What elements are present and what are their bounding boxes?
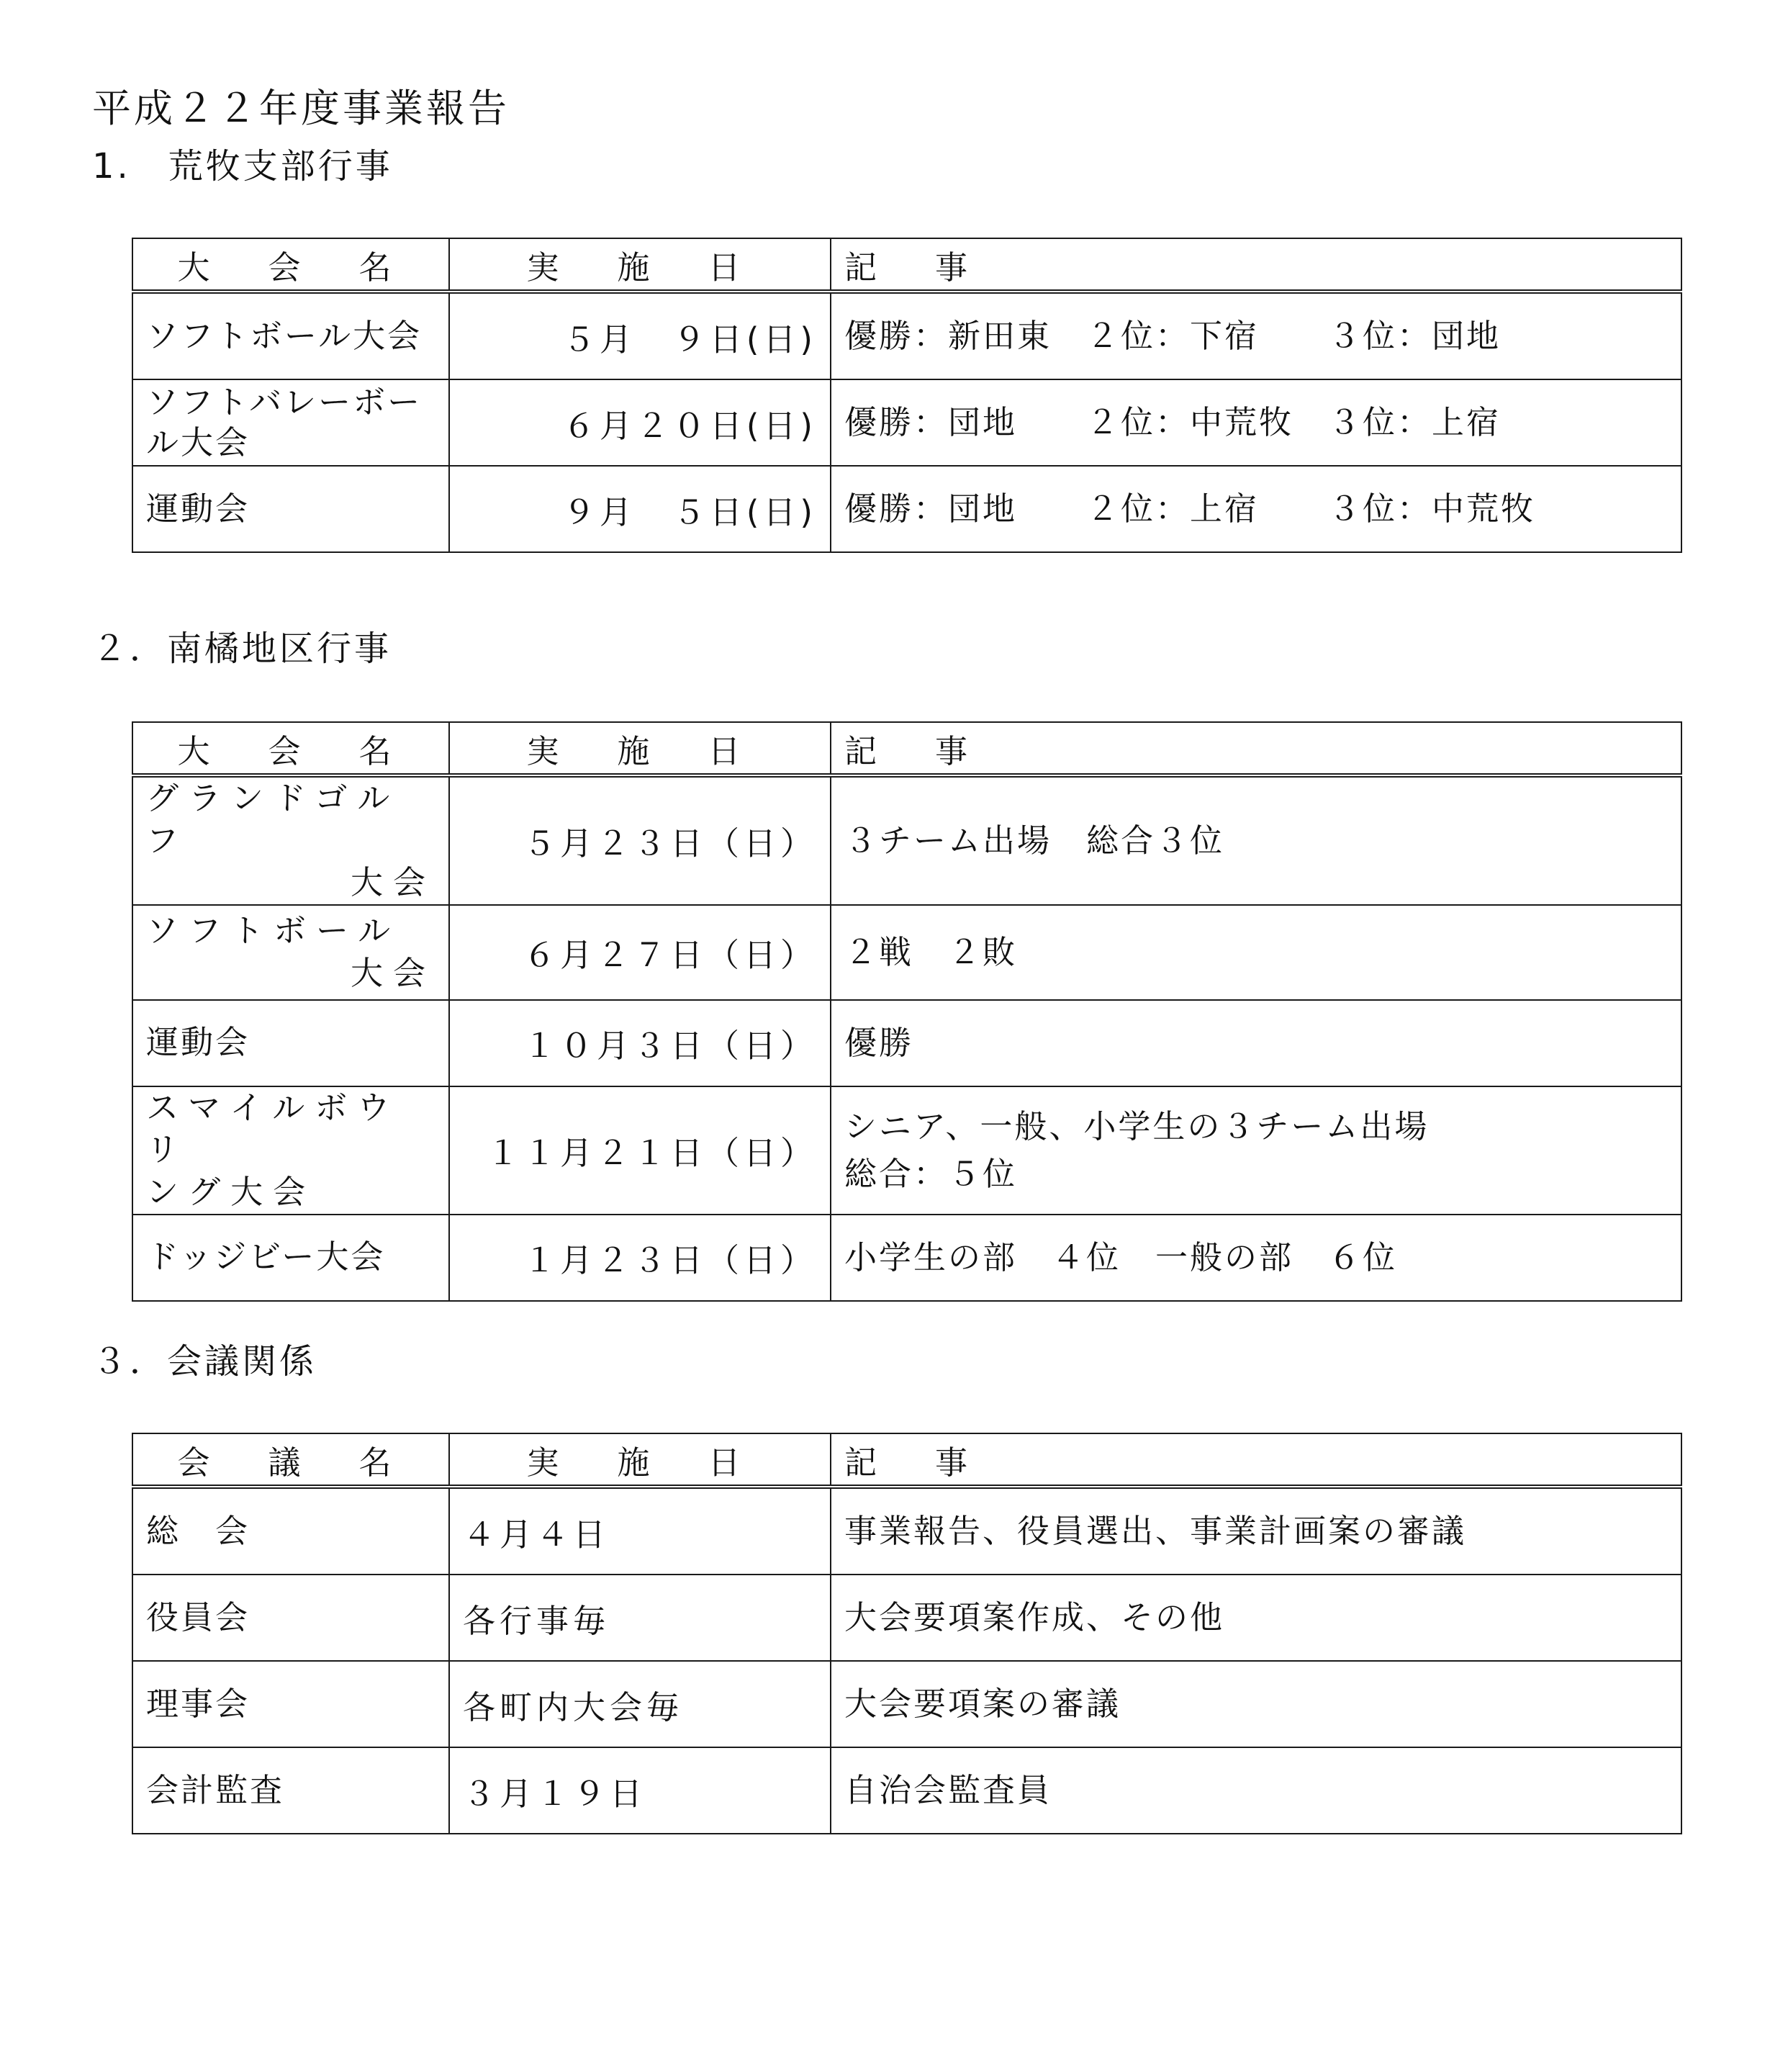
table-row bbox=[132, 1575, 1681, 1661]
event-note-line2: 総合：５位 bbox=[844, 1154, 1018, 1193]
event-name-line1: スマイルボウリ bbox=[146, 1088, 400, 1169]
meeting-date: ４月４日 bbox=[449, 1487, 831, 1575]
meeting-name: 会計監査 bbox=[132, 1747, 449, 1834]
table-row bbox=[132, 466, 1681, 552]
header-event-name: 大 会 名 bbox=[132, 238, 449, 292]
event-date: １０月３日（日） bbox=[449, 1000, 831, 1086]
event-name: 運動会 bbox=[132, 466, 449, 552]
event-note: 小学生の部 ４位 一般の部 ６位 bbox=[831, 1215, 1681, 1301]
meeting-note: 自治会監査員 bbox=[831, 1747, 1681, 1834]
meeting-note: 大会要項案作成、その他 bbox=[831, 1575, 1681, 1661]
header-event-name: 大 会 名 bbox=[132, 722, 449, 775]
table-header-row bbox=[132, 722, 1681, 775]
meeting-name: 役員会 bbox=[132, 1575, 449, 1661]
header-notes: 記 事 bbox=[831, 238, 1681, 292]
table-header-row bbox=[132, 1433, 1681, 1487]
event-name-line1: ソフトボール bbox=[146, 911, 401, 950]
section-heading-aramaki: 1. 荒牧支部行事 bbox=[92, 146, 393, 186]
table-row bbox=[132, 1086, 1681, 1215]
section-heading-meetings: ３．会議関係 bbox=[92, 1341, 317, 1382]
table-row bbox=[132, 1747, 1681, 1834]
event-note: 優勝 bbox=[831, 1000, 1681, 1086]
meeting-date: 各町内大会毎 bbox=[449, 1661, 831, 1747]
event-date: ５月 ９日(日) bbox=[449, 292, 831, 379]
event-name bbox=[132, 775, 449, 905]
event-note: 優勝：団地 ２位：上宿 ３位：中荒牧 bbox=[831, 466, 1681, 552]
section-heading-nankitsu: ２．南橘地区行事 bbox=[92, 629, 392, 669]
event-name: ソフトボール大会 bbox=[132, 292, 449, 379]
event-name-line2: 大会 bbox=[350, 953, 435, 992]
header-date: 実 施 日 bbox=[449, 238, 831, 292]
event-date: ５月２３日（日） bbox=[449, 775, 831, 905]
event-name: ドッジビー大会 bbox=[132, 1215, 449, 1301]
event-date: １月２３日（日） bbox=[449, 1215, 831, 1301]
header-date: 実 施 日 bbox=[449, 722, 831, 775]
event-date: ９月 ５日(日) bbox=[449, 466, 831, 552]
meeting-note: 事業報告、役員選出、事業計画案の審議 bbox=[831, 1487, 1681, 1575]
event-name bbox=[132, 905, 449, 1000]
table-row bbox=[132, 1487, 1681, 1575]
nankitsu-events-table bbox=[132, 721, 1682, 1302]
event-note-line1: シニア、一般、小学生の３チーム出場 bbox=[844, 1107, 1430, 1146]
header-notes: 記 事 bbox=[831, 722, 1681, 775]
event-date: ６月２０日(日) bbox=[449, 379, 831, 466]
table-row bbox=[132, 775, 1681, 905]
meeting-date: ３月１９日 bbox=[449, 1747, 831, 1834]
event-note: 優勝：新田東 ２位：下宿 ３位：団地 bbox=[831, 292, 1681, 379]
table-row bbox=[132, 292, 1681, 379]
meeting-name: 理事会 bbox=[132, 1661, 449, 1747]
event-note: 優勝：団地 ２位：中荒牧 ３位：上宿 bbox=[831, 379, 1681, 466]
event-note bbox=[831, 1086, 1681, 1215]
table-row bbox=[132, 1000, 1681, 1086]
table-row bbox=[132, 905, 1681, 1000]
table-row bbox=[132, 1215, 1681, 1301]
meetings-table bbox=[132, 1433, 1682, 1834]
table-header-row bbox=[132, 238, 1681, 292]
table-row bbox=[132, 379, 1681, 466]
header-notes: 記 事 bbox=[831, 1433, 1681, 1487]
event-name-line1: グランドゴルフ bbox=[146, 779, 400, 860]
header-date: 実 施 日 bbox=[449, 1433, 831, 1487]
event-name: 運動会 bbox=[132, 1000, 449, 1086]
event-name-line2: ング大会 bbox=[146, 1172, 316, 1211]
document-title: 平成２２年度事業報告 bbox=[92, 86, 510, 131]
table-row bbox=[132, 1661, 1681, 1747]
event-name-line2: 大会 bbox=[350, 863, 435, 901]
event-name bbox=[132, 1086, 449, 1215]
meeting-date: 各行事毎 bbox=[449, 1575, 831, 1661]
aramaki-events-table bbox=[132, 238, 1682, 553]
header-meeting-name: 会 議 名 bbox=[132, 1433, 449, 1487]
event-note: ２戦 ２敗 bbox=[831, 905, 1681, 1000]
event-name: ソフトバレーボール大会 bbox=[132, 379, 449, 466]
meeting-name: 総 会 bbox=[132, 1487, 449, 1575]
meeting-note: 大会要項案の審議 bbox=[831, 1661, 1681, 1747]
event-date: １１月２１日（日） bbox=[449, 1086, 831, 1215]
event-date: ６月２７日（日） bbox=[449, 905, 831, 1000]
event-note: ３チーム出場 総合３位 bbox=[831, 775, 1681, 905]
